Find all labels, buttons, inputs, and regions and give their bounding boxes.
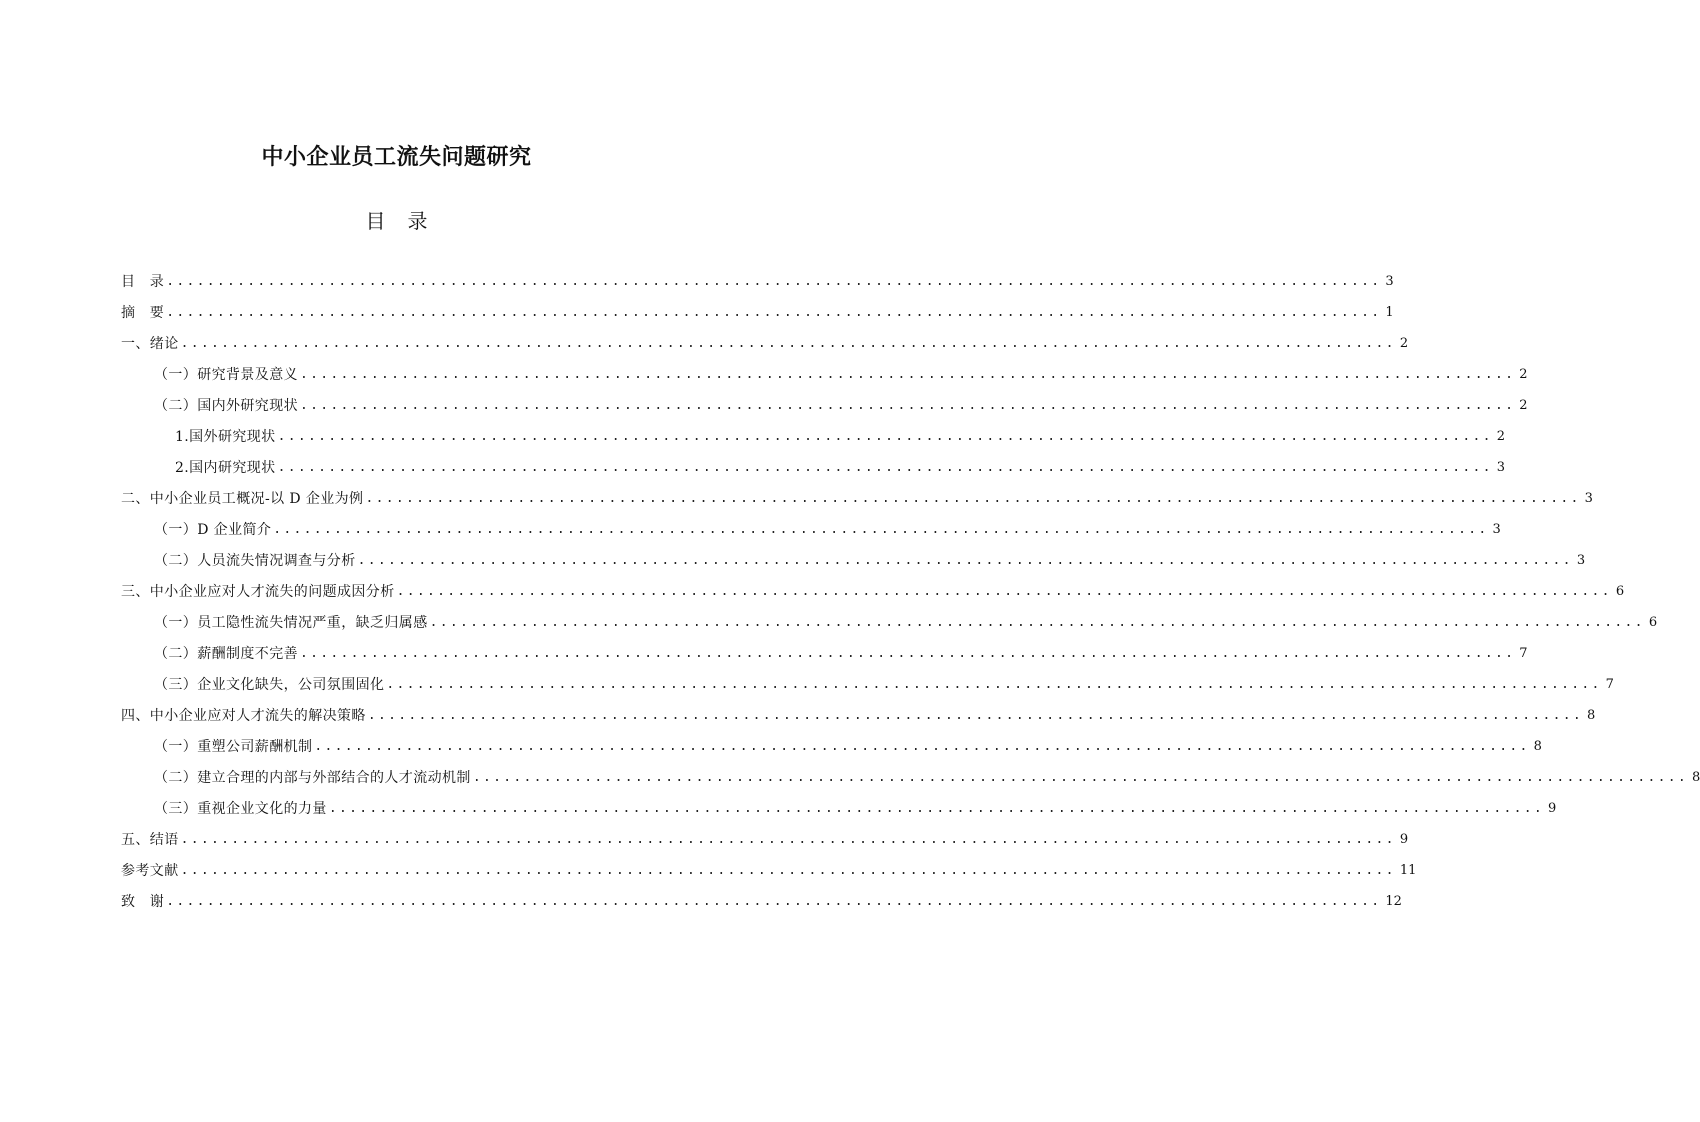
toc-entry-page-number: 3 <box>1492 521 1501 537</box>
toc-entry[interactable] <box>121 359 1528 390</box>
toc-entry-page-number: 7 <box>1605 676 1614 692</box>
toc-entry-page-number: 3 <box>1576 552 1586 568</box>
toc-entry[interactable] <box>121 762 1700 793</box>
toc-entry-label: 一、绪论 <box>121 335 179 352</box>
toc-dot-leader: ........................................................................................................................ <box>277 459 1493 475</box>
toc-entry[interactable] <box>121 390 1528 421</box>
toc-entry[interactable] <box>121 328 1409 359</box>
toc-dot-leader: ........................................................................................................................ <box>166 273 1382 289</box>
toc-entry[interactable] <box>121 514 1501 545</box>
toc-entry-label: （二）薪酬制度不完善 <box>154 645 298 662</box>
toc-entry[interactable] <box>121 669 1614 700</box>
toc-dot-leader: ........................................................................................................................ <box>396 583 1612 599</box>
toc-dot-leader: ........................................................................................................................ <box>314 738 1530 754</box>
toc-entry[interactable] <box>121 607 1658 638</box>
toc-dot-leader: ........................................................................................................................ <box>386 676 1602 692</box>
toc-entry-label: （三）企业文化缺失，公司氛围固化 <box>154 676 385 693</box>
toc-entry-label: （一）研究背景及意义 <box>154 366 298 383</box>
toc-entry-label: 参考文献 <box>121 862 179 879</box>
toc-dot-leader: ........................................................................................................................ <box>180 335 1396 351</box>
toc-dot-leader: ........................................................................................................................ <box>357 552 1573 568</box>
toc-entry-label: 四、中小企业应对人才流失的解决策略 <box>121 707 366 724</box>
toc-entry-label: 2.国内研究现状 <box>175 459 276 476</box>
toc-entry[interactable] <box>121 700 1596 731</box>
toc-dot-leader: ........................................................................................................................ <box>277 428 1493 444</box>
table-of-contents <box>121 266 1700 917</box>
toc-entry-page-number: 2 <box>1496 428 1506 444</box>
toc-entry-page-number: 12 <box>1385 893 1402 909</box>
toc-entry-page-number: 3 <box>1385 273 1394 289</box>
toc-entry-page-number: 7 <box>1519 645 1528 661</box>
toc-entry[interactable] <box>121 576 1625 607</box>
document-title: 中小企业员工流失问题研究 <box>261 145 532 170</box>
toc-entry-page-number: 2 <box>1519 366 1528 382</box>
toc-dot-leader: ........................................................................................................................ <box>472 769 1689 785</box>
toc-entry-label: （一）员工隐性流失情况严重，缺乏归属感 <box>154 614 428 631</box>
toc-entry-label: 目 录 <box>121 273 165 290</box>
toc-dot-leader: ........................................................................................................................ <box>365 490 1581 506</box>
toc-dot-leader: ........................................................................................................................ <box>300 366 1516 382</box>
toc-dot-leader: ........................................................................................................................ <box>300 645 1516 661</box>
toc-entry[interactable] <box>121 421 1506 452</box>
toc-dot-leader: ........................................................................................................................ <box>429 614 1645 630</box>
toc-entry-label: 五、结语 <box>121 831 179 848</box>
toc-entry[interactable] <box>121 793 1557 824</box>
toc-entry[interactable] <box>121 855 1417 886</box>
toc-entry-page-number: 3 <box>1584 490 1593 506</box>
toc-entry-page-number: 6 <box>1615 583 1625 599</box>
toc-dot-leader: ........................................................................................................................ <box>300 397 1516 413</box>
toc-entry[interactable] <box>121 731 1542 762</box>
toc-dot-leader: ........................................................................................................................ <box>328 800 1545 816</box>
toc-entry-label: 致 谢 <box>121 893 165 910</box>
toc-entry[interactable] <box>121 297 1394 328</box>
toc-dot-leader: ........................................................................................................................ <box>180 862 1396 878</box>
toc-entry[interactable] <box>121 266 1394 297</box>
toc-entry[interactable] <box>121 886 1402 917</box>
toc-entry-label: 1.国外研究现状 <box>175 428 276 445</box>
toc-entry[interactable] <box>121 545 1586 576</box>
toc-entry-page-number: 11 <box>1399 862 1417 878</box>
toc-entry-page-number: 8 <box>1587 707 1596 723</box>
toc-entry-label: 摘 要 <box>121 304 165 321</box>
toc-dot-leader: ........................................................................................................................ <box>180 831 1396 847</box>
toc-entry-page-number: 1 <box>1385 304 1394 320</box>
toc-entry[interactable] <box>121 452 1506 483</box>
toc-entry-label: （三）重视企业文化的力量 <box>154 800 327 817</box>
toc-entry-label: （一）D 企业简介 <box>154 521 272 538</box>
toc-heading-left: 目 <box>365 209 386 233</box>
toc-entry-page-number: 3 <box>1496 459 1506 475</box>
toc-entry-page-number: 8 <box>1692 769 1700 785</box>
toc-entry-page-number: 9 <box>1548 800 1557 816</box>
toc-dot-leader: ........................................................................................................................ <box>273 521 1489 537</box>
toc-dot-leader: ........................................................................................................................ <box>166 893 1382 909</box>
toc-entry-page-number: 6 <box>1648 614 1658 630</box>
toc-entry-label: 三、中小企业应对人才流失的问题成因分析 <box>121 583 395 600</box>
toc-entry-page-number: 2 <box>1519 397 1528 413</box>
toc-entry[interactable] <box>121 638 1528 669</box>
toc-entry-page-number: 9 <box>1399 831 1409 847</box>
toc-entry-label: 二、中小企业员工概况-以 D 企业为例 <box>121 490 364 507</box>
toc-entry[interactable] <box>121 483 1593 514</box>
toc-entry-page-number: 8 <box>1533 738 1542 754</box>
toc-entry-label: （二）国内外研究现状 <box>154 397 298 414</box>
toc-entry-label: （二）建立合理的内部与外部结合的人才流动机制 <box>154 769 471 786</box>
toc-dot-leader: ........................................................................................................................ <box>166 304 1382 320</box>
toc-entry-label: （二）人员流失情况调查与分析 <box>154 552 356 569</box>
toc-entry-page-number: 2 <box>1399 335 1409 351</box>
toc-heading <box>0 206 793 236</box>
toc-entry-label: （一）重塑公司薪酬机制 <box>154 738 313 755</box>
toc-heading-right: 录 <box>407 209 428 233</box>
toc-entry[interactable] <box>121 824 1409 855</box>
toc-dot-leader: ........................................................................................................................ <box>367 707 1584 723</box>
